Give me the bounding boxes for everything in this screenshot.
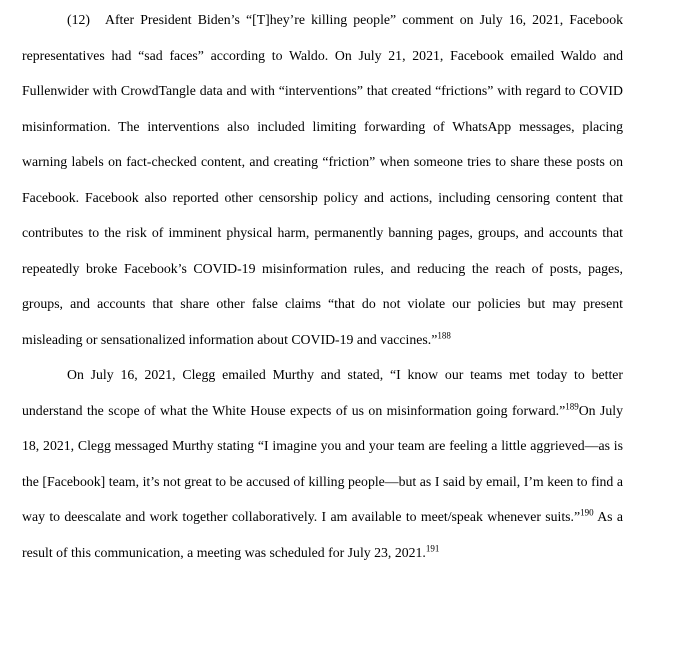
paragraph-text: On July 16, 2021, Clegg emailed Murthy and stated, “I know our teams met today to better understand the scope of what the White House expects of us on misinformation going forward.” [22, 367, 623, 418]
paragraph-12 [22, 2, 623, 357]
paragraph-number: (12) [67, 12, 90, 27]
paragraph-text: On July 18, 2021, Clegg messaged Murthy stating “I imagine you and your team are feeling a little aggrieved—as is the [Facebook] team, it’s not great to be accused of killing people—but as I said by email, I’m keen to find a way to deescalate and work together collaboratively. I am available to meet/speak whenever suits.” [22, 402, 623, 524]
footnote-ref-190: 190 [580, 507, 594, 518]
footnote-ref-189: 189 [565, 400, 579, 411]
paragraph-text: After President Biden’s “[T]hey’re killing people” comment on July 16, 2021, Facebook representatives had “sad faces” according to Waldo. On July 21, 2021, Facebook emailed Waldo and Fullenwider with CrowdTangle data and with “interventions” that created “frictions” with regard to COVID misinformation. The interventions also included limiting forwarding of WhatsApp messages, placing warning labels on fact-checked content, and creating “friction” when someone tries to share these posts on Facebook. Facebook also reported other censorship policy and actions, including censoring content that contributes to the risk of imminent physical harm, permanently banning pages, groups, and accounts that repeatedly broke Facebook’s COVID-19 misinformation rules, and reducing the reach of posts, pages, groups, and accounts that share other false claims “that do not violate our policies but may present misleading or sensationalized information about COVID-19 and vaccines.” [22, 12, 623, 347]
paragraph-text: As a result of this communication, a meeting was scheduled for July 23, 2021. [22, 509, 623, 560]
footnote-ref-188: 188 [437, 329, 451, 340]
paragraph-clegg-correspondence [22, 357, 623, 570]
footnote-ref-191: 191 [425, 542, 440, 553]
